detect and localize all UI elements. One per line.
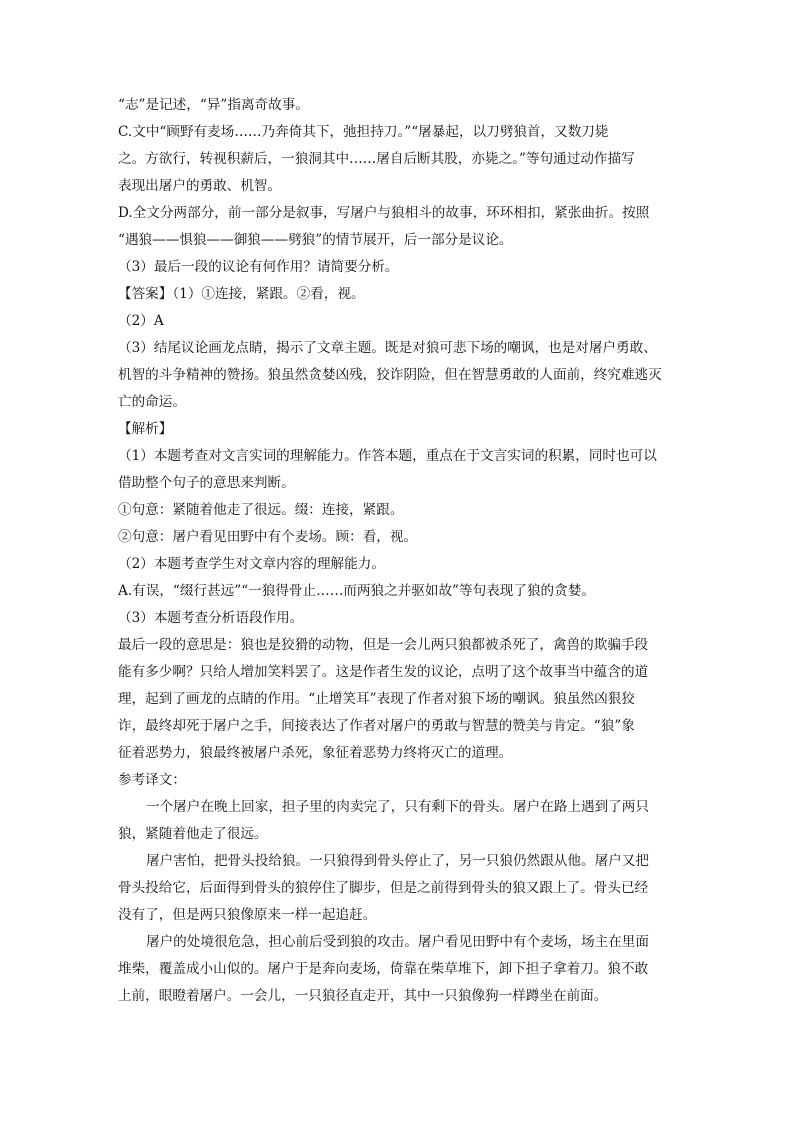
text-line: 参考译文： [118,772,186,788]
text-line: ②句意：屠户看见田野中有个麦场。顾：看，视。 [118,529,418,545]
text-line: 表现出屠户的勇敢、机智。 [118,178,282,194]
text-line: 之。方欲行，转视积薪后，一狼洞其中……屠自后断其股，亦毙之。”等句通过动作描写 [118,151,635,167]
text-line: 屠户的处境很危急，担心前后受到狼的攻击。屠户看见田野中有个麦场，场主在里面 [146,934,649,950]
text-line: 一个屠户在晚上回家，担子里的肉卖完了，只有剩下的骨头。屠户在路上遇到了两只 [146,799,649,815]
text-line: 狼，紧随着他走了很远。 [118,826,268,842]
text-line: 理，起到了画龙的点睛的作用。“止增笑耳”表现了作者对狼下场的嘲讽。狼虽然凶狠狡 [118,691,635,707]
text-line: A.有误，“缀行甚远”“一狼得骨止……而两狼之并驱如故”等句表现了狼的贪婪。 [118,583,595,599]
text-line: ①句意：紧随着他走了很远。缀：连接，紧跟。 [118,502,404,518]
text-line: 屠户害怕，把骨头投给狼。一只狼得到骨头停止了，另一只狼仍然跟从他。屠户又把 [146,853,649,869]
text-line: C.文中“顾野有麦场……乃奔倚其下，弛担持刀。”“屠暴起，以刀劈狼首，又数刀毙 [118,124,609,140]
text-line: 亡的命运。 [118,394,186,410]
text-line: （3）本题考查分析语段作用。 [118,610,304,626]
text-line: （3）最后一段的议论有何作用？请简要分析。 [118,259,399,275]
text-line: 征着恶势力，狼最终被屠户杀死，象征着恶势力终将灭亡的道理。 [118,745,513,761]
text-line: 【解析】 [118,421,173,437]
text-line: 堆柴，覆盖成小山似的。屠户于是奔向麦场，倚靠在柴草堆下，卸下担子拿着刀。狼不敢 [118,961,649,977]
text-line: 骨头投给它，后面得到骨头的狼停住了脚步，但是之前得到骨头的狼又跟上了。骨头已经 [118,880,649,896]
text-line: 诈，最终却死于屠户之手，间接表达了作者对屠户的勇敢与智慧的赞美与肯定。“狼”象 [118,718,635,734]
text-line: 上前，眼瞪着屠户。一会儿，一只狼径直走开，其中一只狼像狗一样蹲坐在前面。 [118,988,608,1004]
text-line: 【答案】（1）①连接，紧跟。②看，视。 [118,286,365,302]
text-line: 能有多少啊？只给人增加笑料罢了。这是作者生发的议论，点明了这个故事当中蕴含的道 [118,664,649,680]
text-line: D.全文分两部分，前一部分是叙事，写屠户与狼相斗的故事，环环相扣，紧张曲折。按照 [118,205,650,221]
text-line: 最后一段的意思是：狼也是狡猾的动物，但是一会儿两只狼都被杀死了，禽兽的欺骗手段 [118,637,649,653]
text-line: 机智的斗争精神的赞扬。狼虽然贪婪凶残，狡诈阴险，但在智慧勇敢的人面前，终究难逃灭 [118,367,662,383]
text-line: （2）A [118,313,164,329]
text-line: （3）结尾议论画龙点睛，揭示了文章主题。既是对狼可悲下场的嘲讽，也是对屠户勇敢、 [118,340,657,356]
text-line: “遇狼——惧狼——御狼——劈狼”的情节展开，后一部分是议论。 [118,232,513,248]
text-line: 没有了，但是两只狼像原来一样一起追赶。 [118,907,377,923]
text-line: （1）本题考查对文言实词的理解能力。作答本题，重点在于文言实词的积累，同时也可以 [118,448,657,464]
text-line: “志”是记述，“异”指离奇故事。 [118,97,309,113]
text-line: 借助整个句子的意思来判断。 [118,475,295,491]
text-line: （2）本题考查学生对文章内容的理解能力。 [118,556,385,572]
document-page [118,92,682,1010]
